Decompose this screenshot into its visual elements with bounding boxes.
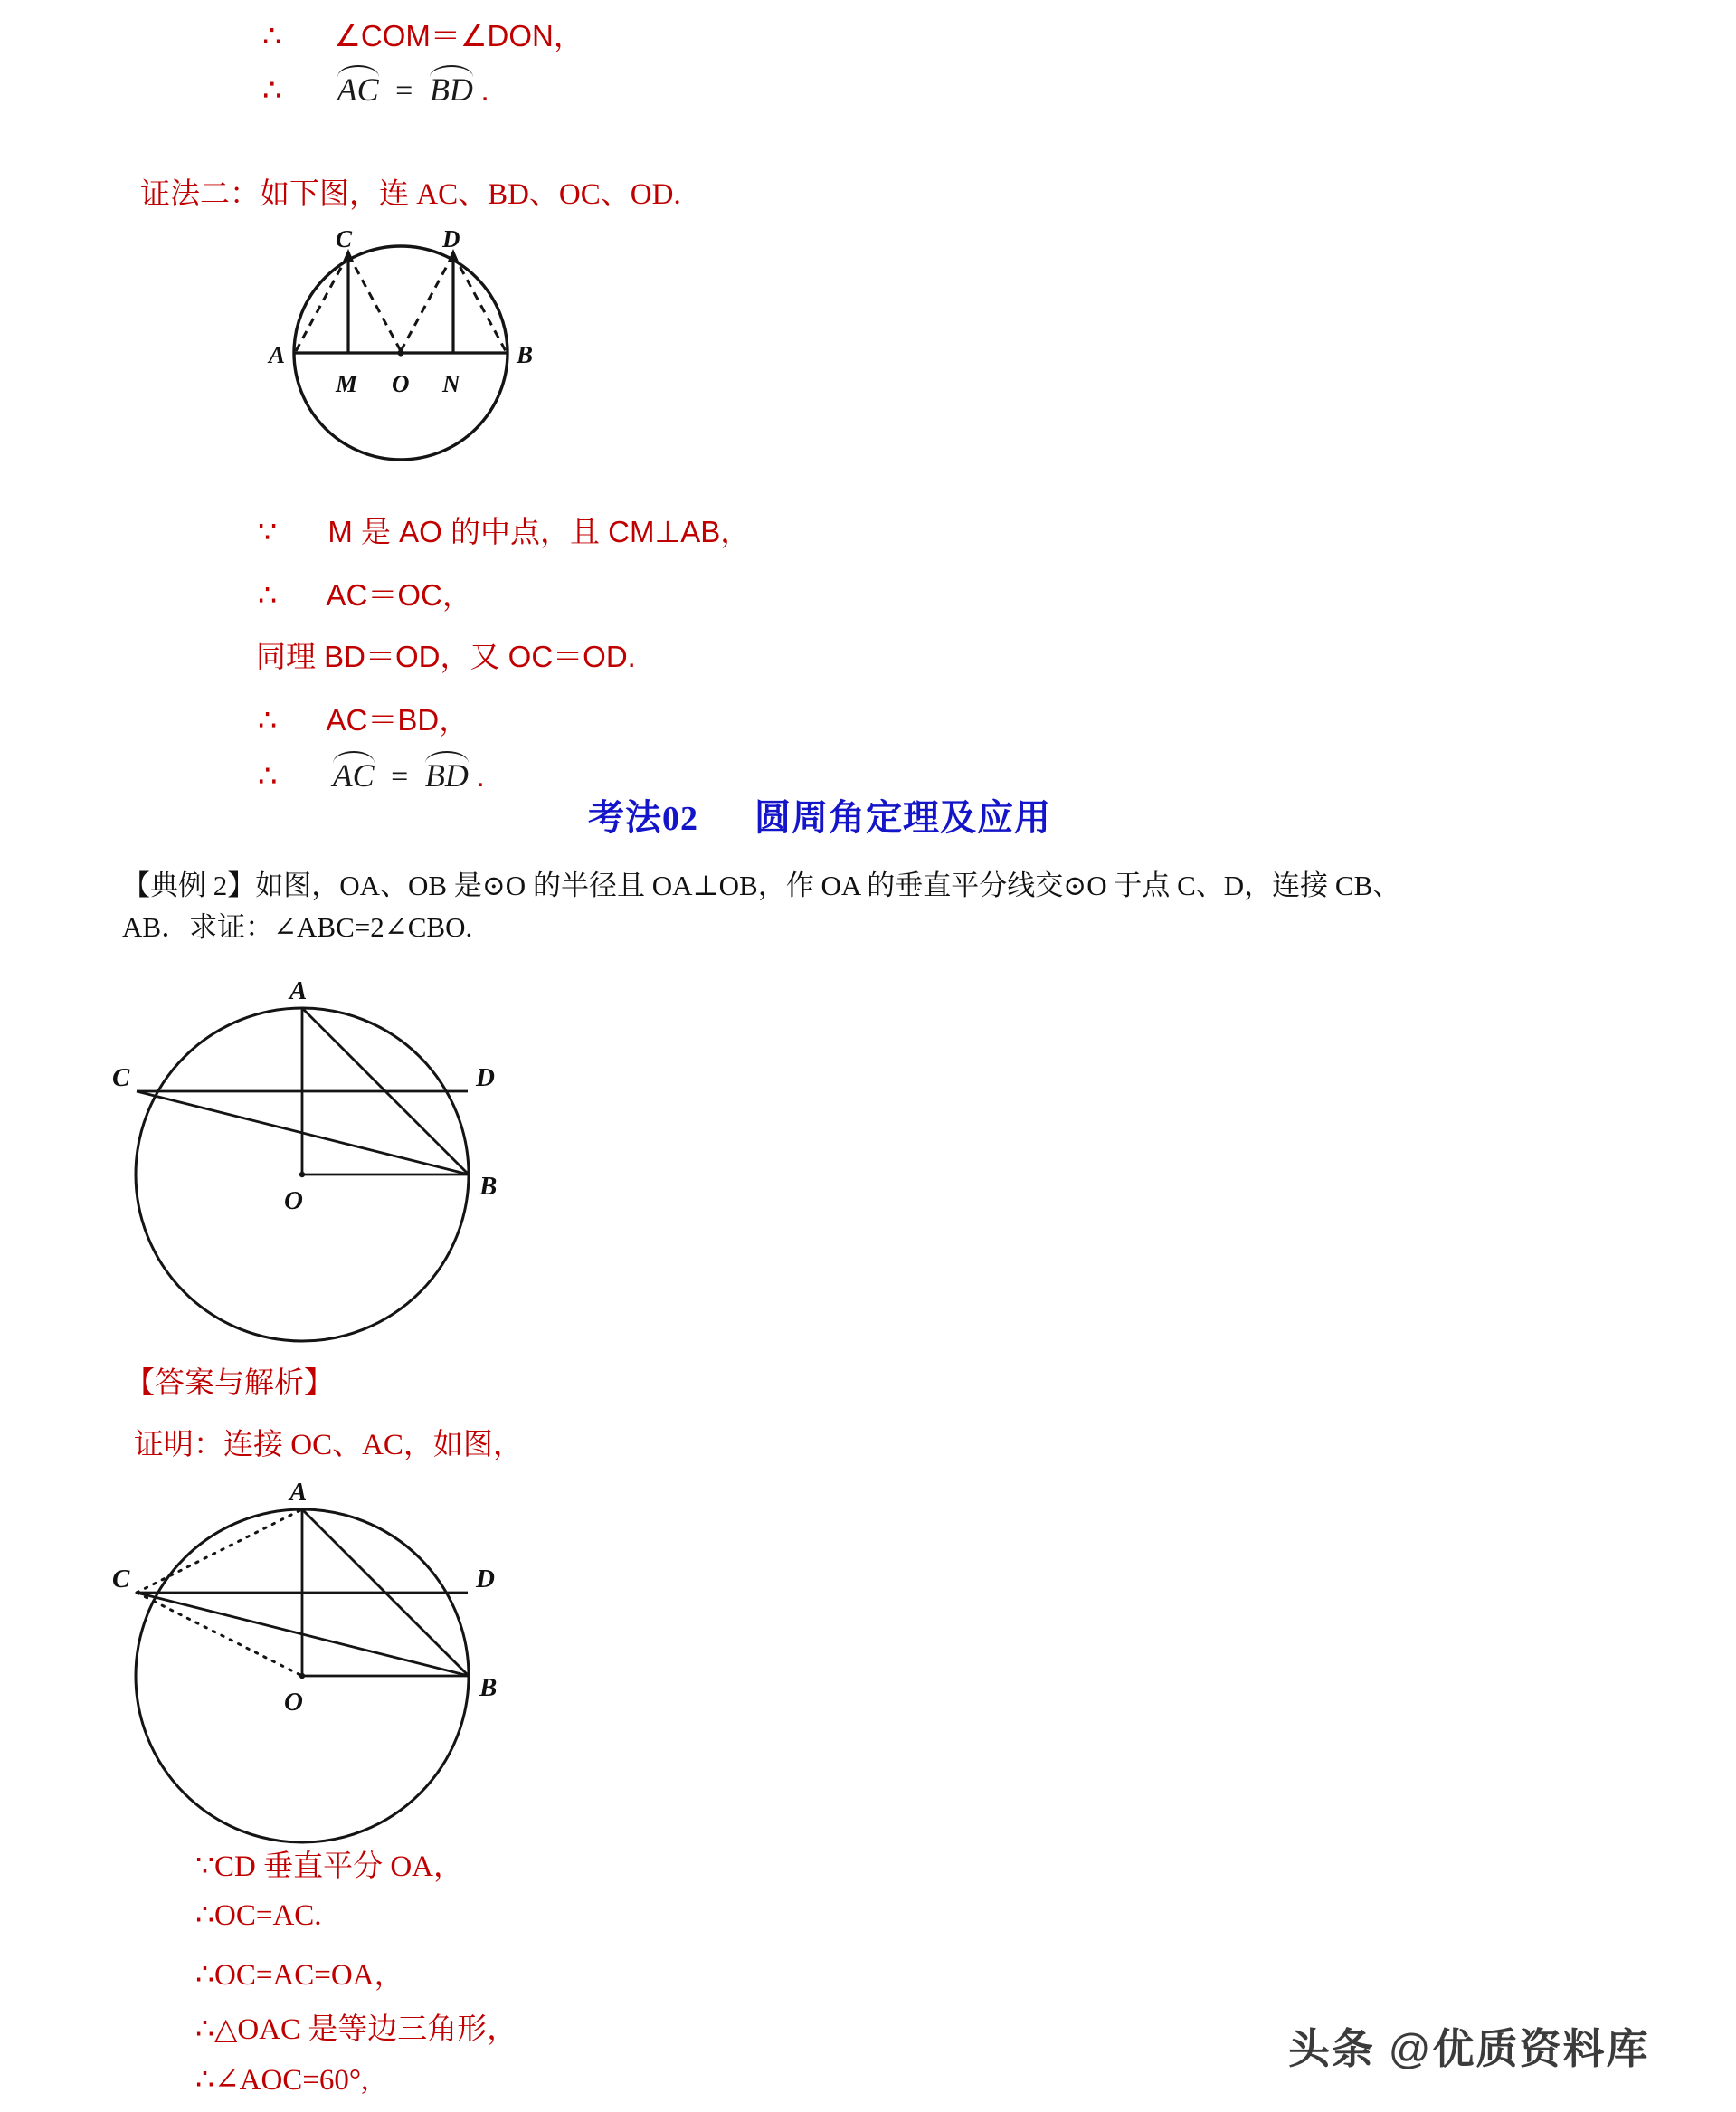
watermark-account: 优质资料库 [1432, 2025, 1650, 2072]
label-C: C [112, 1565, 130, 1594]
figure-1-circle-chords [249, 231, 556, 471]
label-D: D [476, 1565, 495, 1594]
example-tag: 【典例 2】 [122, 870, 256, 901]
watermark [1288, 2016, 1649, 2076]
label-A: A [289, 1478, 308, 1507]
dashed-segment-DB [453, 254, 506, 351]
proof-two-line-2 [258, 572, 472, 614]
label-D: D [442, 231, 460, 252]
arc-BD: BD [425, 753, 469, 794]
watermark-brand: 头条 [1288, 2025, 1375, 2072]
example-line-2: AB．求证：∠ABC=2∠CBO. [122, 911, 473, 943]
figure-3-solution-circle [110, 1471, 536, 1851]
section-heading [588, 789, 1051, 841]
therefore-symbol: ∴ [262, 19, 281, 52]
equals-sign: = [395, 74, 413, 108]
arc-conclusion-2 [258, 753, 485, 794]
dashed-segment-OD [401, 254, 453, 351]
period: . [476, 759, 485, 794]
label-A: A [289, 976, 308, 1005]
answer-line-4: ∴△OAC 是等边三角形， [195, 2013, 517, 2046]
proof-two-line-1 [258, 509, 750, 551]
section-label: 考法 [588, 797, 662, 838]
label-A: A [269, 341, 286, 368]
label-B: B [479, 1172, 498, 1201]
example-problem [122, 865, 1642, 948]
proof-two-line-3: 同理 BD＝OD，又 OC＝OD. [256, 640, 636, 673]
label-B: B [517, 341, 534, 368]
equals-sign: = [391, 760, 409, 794]
because-symbol: ∵ [258, 515, 277, 548]
therefore-symbol: ∴ [262, 73, 282, 108]
dotted-segment-CO [137, 1593, 302, 1676]
watermark-at-symbol: @ [1388, 2025, 1433, 2072]
proof-line-text: M 是 AO 的中点，且 CM⊥AB， [327, 515, 751, 548]
proof-line-text: ∠COM＝∠DON， [334, 19, 583, 52]
center-point-O [299, 1673, 305, 1679]
arc-overline [425, 751, 469, 766]
proof-line-text: AC＝BD， [326, 703, 470, 737]
answer-line-1: ∵CD 垂直平分 OA， [195, 1850, 464, 1883]
arc-AC: AC [333, 753, 375, 794]
label-M: M [336, 370, 358, 397]
answer-line-3: ∴OC=AC=OA， [195, 1959, 404, 1992]
label-B: B [479, 1673, 498, 1702]
label-C: C [336, 231, 353, 252]
section-number: 02 [662, 800, 698, 838]
dashed-segment-AC [296, 254, 348, 351]
figure-2-problem-circle [110, 970, 536, 1350]
label-O: O [392, 370, 410, 397]
answer-intro: 证明：连接 OC、AC，如图， [134, 1429, 523, 1461]
proof-line-text: AC＝OC， [326, 578, 472, 612]
dotted-segment-AC [137, 1509, 302, 1593]
arc-conclusion-1 [262, 67, 489, 109]
therefore-symbol: ∴ [258, 703, 277, 737]
example-text-1: 如图，OA、OB 是⊙O 的半径且 OA⊥OB，作 OA 的垂直平分线交⊙O 于点 C、D，连接 CB、 [255, 870, 1401, 901]
arc-overline [333, 751, 375, 766]
center-point-O [299, 1172, 305, 1177]
answer-line-5: ∴∠AOC=60°, [195, 2064, 369, 2097]
proof-line-com-don [262, 13, 583, 55]
section-title: 圆周角定理及应用 [754, 797, 1051, 838]
therefore-symbol: ∴ [258, 759, 278, 794]
figure-3-svg [110, 1471, 536, 1851]
figure-1-svg [249, 231, 556, 471]
arc-BD: BD [430, 67, 473, 109]
center-point-O [397, 349, 403, 356]
label-O: O [284, 1688, 303, 1717]
answer-line-2: ∴OC=AC. [195, 1899, 322, 1932]
label-O: O [284, 1186, 303, 1215]
period: . [480, 73, 489, 108]
answer-header: 【答案与解析】 [125, 1367, 334, 1400]
label-N: N [442, 370, 460, 397]
example-line-1 [122, 865, 1642, 907]
label-C: C [112, 1063, 130, 1092]
therefore-symbol: ∴ [258, 578, 277, 612]
proof-two-line-4 [258, 697, 469, 739]
arc-overline [430, 65, 473, 80]
arc-overline [337, 65, 379, 80]
figure-2-svg [110, 970, 536, 1350]
label-D: D [476, 1063, 495, 1092]
method-two-label: 证法二：如下图，连 AC、BD、OC、OD. [140, 178, 681, 211]
arc-AC: AC [337, 67, 379, 109]
dashed-segment-CO [348, 254, 401, 351]
